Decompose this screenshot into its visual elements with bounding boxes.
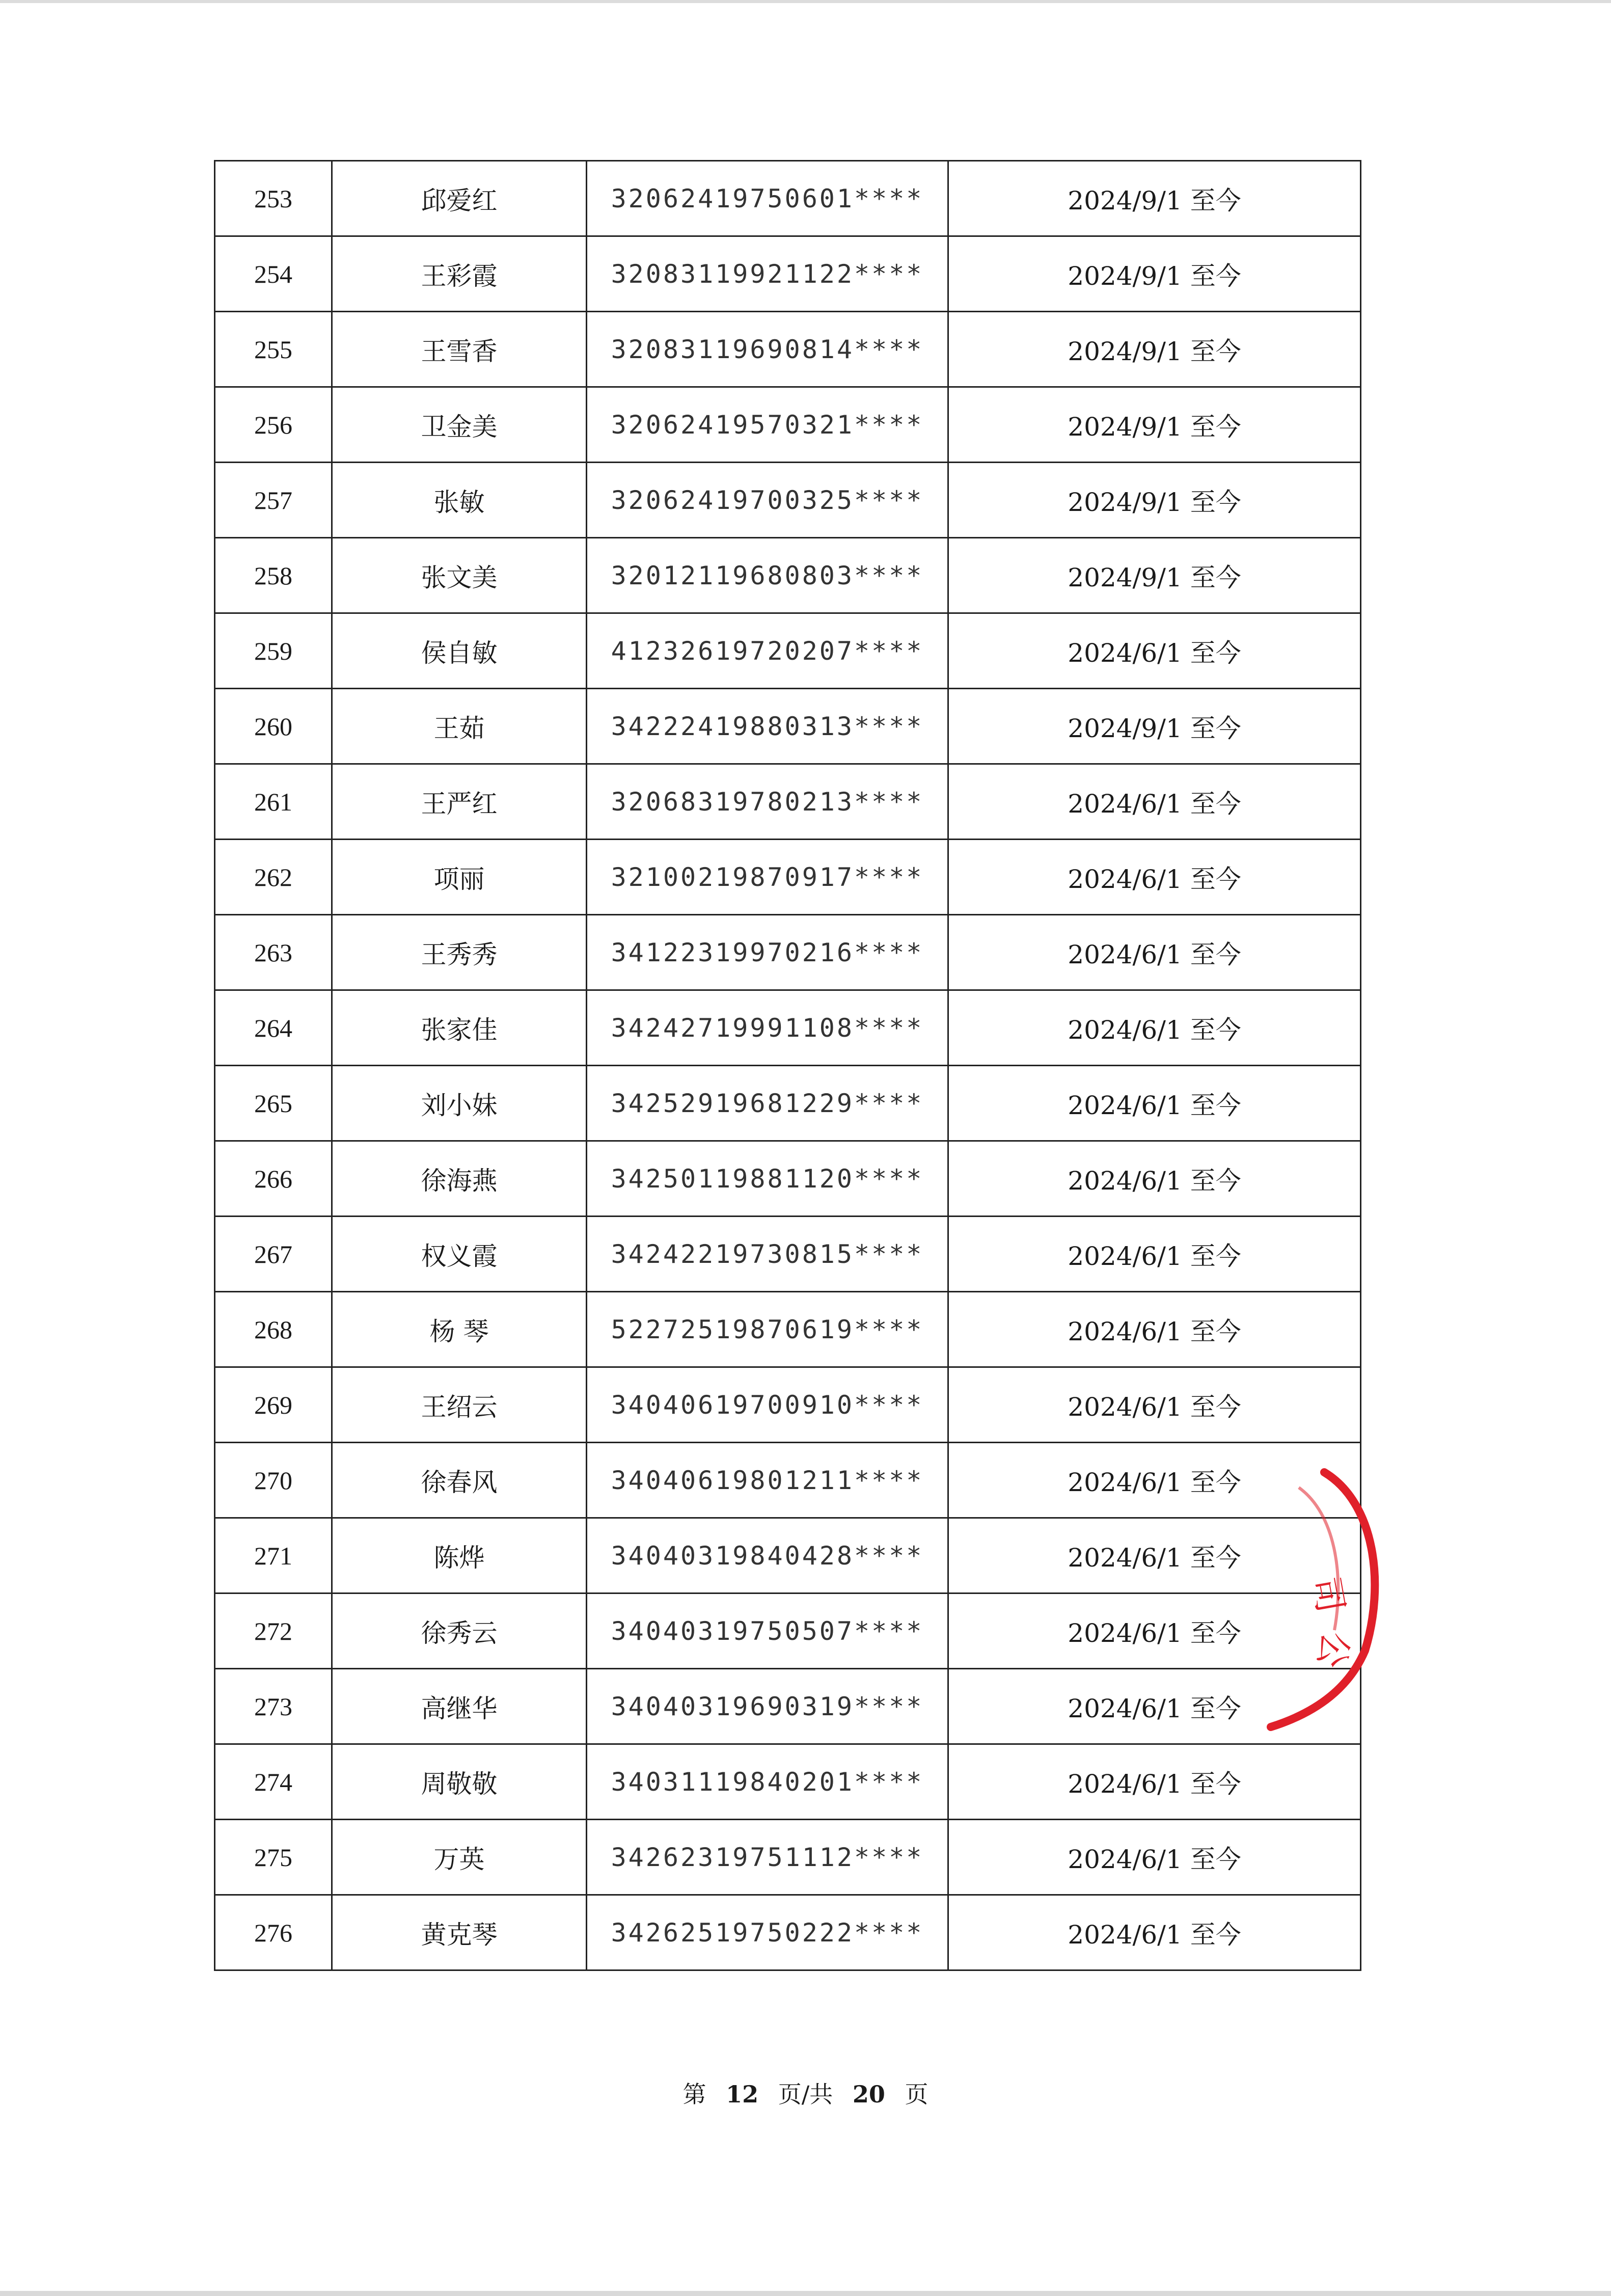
- table-row: [215, 1141, 1361, 1217]
- row-number: 254: [215, 236, 332, 312]
- start-date: 2024/6/1 至今: [948, 840, 1361, 915]
- start-date: 2024/6/1 至今: [948, 764, 1361, 840]
- person-name: 徐海燕: [332, 1141, 587, 1217]
- seal-glyph-1: 司: [1304, 1573, 1352, 1616]
- scan-edge-bottom: [0, 2291, 1611, 2296]
- row-number: 255: [215, 312, 332, 387]
- table-row: [215, 990, 1361, 1066]
- id-number: 34252919681229****: [587, 1066, 948, 1141]
- scan-edge-top: [0, 0, 1611, 3]
- start-date: 2024/9/1 至今: [948, 689, 1361, 764]
- table-row: [215, 161, 1361, 236]
- person-name: 王彩霞: [332, 236, 587, 312]
- table-row: [215, 1443, 1361, 1518]
- row-number: 275: [215, 1820, 332, 1895]
- id-number: 32062419700325****: [587, 463, 948, 538]
- row-number: 262: [215, 840, 332, 915]
- id-number: 34242719991108****: [587, 990, 948, 1066]
- table-row: [215, 915, 1361, 990]
- id-number: 34040319840428****: [587, 1518, 948, 1593]
- table-row: [215, 1669, 1361, 1744]
- id-number: 34242219730815****: [587, 1217, 948, 1292]
- start-date: 2024/6/1 至今: [948, 1217, 1361, 1292]
- start-date: 2024/9/1 至今: [948, 161, 1361, 236]
- start-date: 2024/9/1 至今: [948, 387, 1361, 463]
- table-row: [215, 613, 1361, 689]
- person-name: 刘小妹: [332, 1066, 587, 1141]
- footer-prefix: 第: [682, 2081, 706, 2108]
- row-number: 263: [215, 915, 332, 990]
- person-name: 徐春风: [332, 1443, 587, 1518]
- row-number: 268: [215, 1292, 332, 1367]
- page-footer: [0, 2076, 1611, 2110]
- start-date: 2024/6/1 至今: [948, 1593, 1361, 1669]
- person-name: 黄克琴: [332, 1895, 587, 1970]
- row-number: 260: [215, 689, 332, 764]
- row-number: 273: [215, 1669, 332, 1744]
- table-row: [215, 538, 1361, 613]
- row-number: 258: [215, 538, 332, 613]
- person-name: 杨 琴: [332, 1292, 587, 1367]
- person-name: 项丽: [332, 840, 587, 915]
- footer-middle: 页/共: [778, 2081, 833, 2108]
- id-number: 41232619720207****: [587, 613, 948, 689]
- id-number: 32083119690814****: [587, 312, 948, 387]
- start-date: 2024/9/1 至今: [948, 312, 1361, 387]
- start-date: 2024/6/1 至今: [948, 1518, 1361, 1593]
- id-number: 34222419880313****: [587, 689, 948, 764]
- start-date: 2024/6/1 至今: [948, 990, 1361, 1066]
- id-number: 32100219870917****: [587, 840, 948, 915]
- id-number: 32062419570321****: [587, 387, 948, 463]
- row-number: 272: [215, 1593, 332, 1669]
- table-row: [215, 1593, 1361, 1669]
- table-row: [215, 1744, 1361, 1820]
- id-number: 34031119840201****: [587, 1744, 948, 1820]
- table-row: [215, 236, 1361, 312]
- start-date: 2024/6/1 至今: [948, 1443, 1361, 1518]
- table-row: [215, 463, 1361, 538]
- start-date: 2024/6/1 至今: [948, 1066, 1361, 1141]
- row-number: 271: [215, 1518, 332, 1593]
- start-date: 2024/6/1 至今: [948, 1141, 1361, 1217]
- person-name: 王严红: [332, 764, 587, 840]
- id-number: 34262319751112****: [587, 1820, 948, 1895]
- person-name: 卫金美: [332, 387, 587, 463]
- id-number: 52272519870619****: [587, 1292, 948, 1367]
- person-name: 张文美: [332, 538, 587, 613]
- table-row: [215, 689, 1361, 764]
- start-date: 2024/6/1 至今: [948, 1744, 1361, 1820]
- id-number: 32012119680803****: [587, 538, 948, 613]
- start-date: 2024/9/1 至今: [948, 236, 1361, 312]
- person-name: 侯自敏: [332, 613, 587, 689]
- roster-table-body: [215, 161, 1361, 1970]
- id-number: 34040619700910****: [587, 1367, 948, 1443]
- row-number: 265: [215, 1066, 332, 1141]
- start-date: 2024/9/1 至今: [948, 463, 1361, 538]
- id-number: 32083119921122****: [587, 236, 948, 312]
- roster-table: [214, 160, 1361, 1971]
- start-date: 2024/6/1 至今: [948, 1367, 1361, 1443]
- row-number: 256: [215, 387, 332, 463]
- seal-glyph-2: 公: [1309, 1629, 1357, 1671]
- id-number: 34122319970216****: [587, 915, 948, 990]
- row-number: 261: [215, 764, 332, 840]
- row-number: 267: [215, 1217, 332, 1292]
- person-name: 张敏: [332, 463, 587, 538]
- person-name: 王绍云: [332, 1367, 587, 1443]
- table-row: [215, 1895, 1361, 1970]
- table-row: [215, 1217, 1361, 1292]
- row-number: 266: [215, 1141, 332, 1217]
- person-name: 张家佳: [332, 990, 587, 1066]
- id-number: 34262519750222****: [587, 1895, 948, 1970]
- table-row: [215, 1367, 1361, 1443]
- start-date: 2024/9/1 至今: [948, 538, 1361, 613]
- total-page-count: 20: [852, 2081, 885, 2108]
- id-number: 34040319690319****: [587, 1669, 948, 1744]
- person-name: 万英: [332, 1820, 587, 1895]
- table-row: [215, 1066, 1361, 1141]
- person-name: 陈烨: [332, 1518, 587, 1593]
- row-number: 257: [215, 463, 332, 538]
- row-number: 269: [215, 1367, 332, 1443]
- current-page-number: 12: [726, 2081, 759, 2108]
- person-name: 王雪香: [332, 312, 587, 387]
- person-name: 王秀秀: [332, 915, 587, 990]
- id-number: 32068319780213****: [587, 764, 948, 840]
- person-name: 徐秀云: [332, 1593, 587, 1669]
- footer-suffix: 页: [905, 2081, 929, 2108]
- row-number: 253: [215, 161, 332, 236]
- person-name: 王茹: [332, 689, 587, 764]
- table-row: [215, 1292, 1361, 1367]
- id-number: 34040319750507****: [587, 1593, 948, 1669]
- row-number: 264: [215, 990, 332, 1066]
- table-row: [215, 1820, 1361, 1895]
- table-row: [215, 387, 1361, 463]
- row-number: 270: [215, 1443, 332, 1518]
- person-name: 高继华: [332, 1669, 587, 1744]
- row-number: 276: [215, 1895, 332, 1970]
- row-number: 274: [215, 1744, 332, 1820]
- start-date: 2024/6/1 至今: [948, 1895, 1361, 1970]
- id-number: 32062419750601****: [587, 161, 948, 236]
- table-row: [215, 764, 1361, 840]
- id-number: 34250119881120****: [587, 1141, 948, 1217]
- table-row: [215, 840, 1361, 915]
- start-date: 2024/6/1 至今: [948, 1820, 1361, 1895]
- id-number: 34040619801211****: [587, 1443, 948, 1518]
- start-date: 2024/6/1 至今: [948, 1292, 1361, 1367]
- start-date: 2024/6/1 至今: [948, 1669, 1361, 1744]
- start-date: 2024/6/1 至今: [948, 915, 1361, 990]
- table-row: [215, 1518, 1361, 1593]
- row-number: 259: [215, 613, 332, 689]
- table-row: [215, 312, 1361, 387]
- person-name: 周敬敬: [332, 1744, 587, 1820]
- start-date: 2024/6/1 至今: [948, 613, 1361, 689]
- person-name: 权义霞: [332, 1217, 587, 1292]
- person-name: 邱爱红: [332, 161, 587, 236]
